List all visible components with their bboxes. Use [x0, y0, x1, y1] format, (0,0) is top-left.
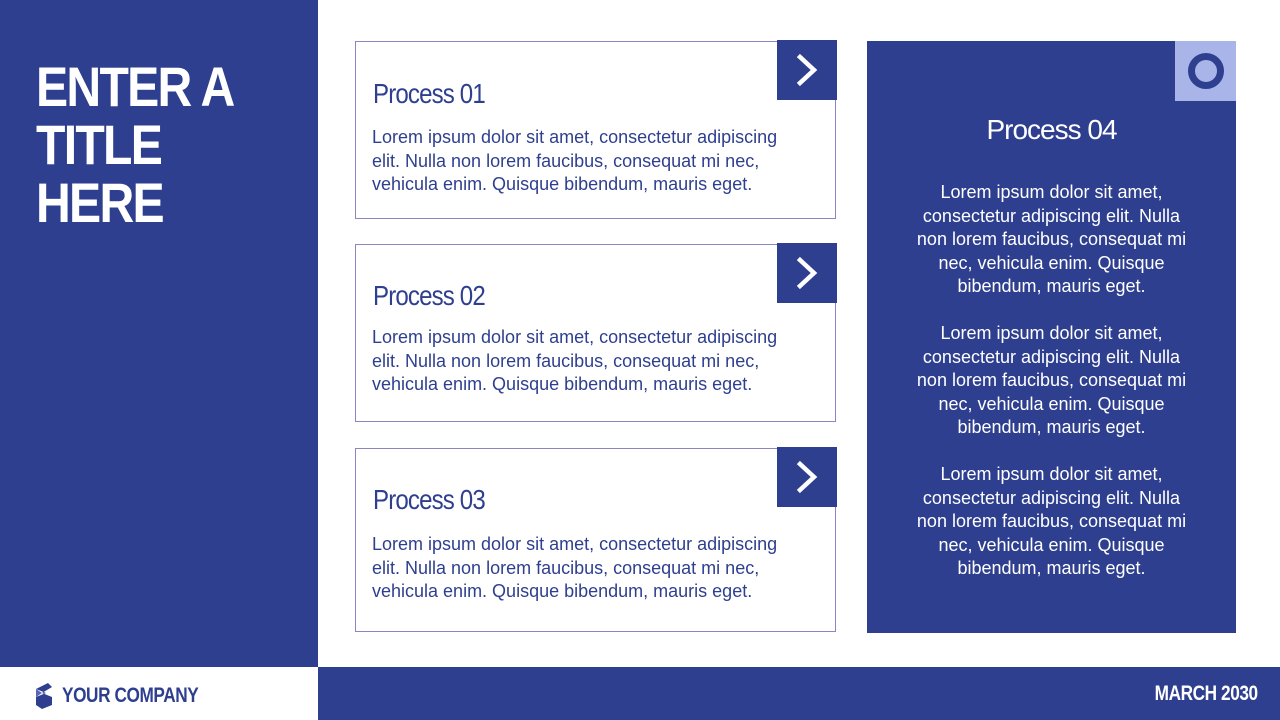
chevron-right-icon	[777, 243, 837, 303]
date-label: MARCH 2030	[1154, 682, 1258, 705]
process-title: Process 02	[373, 280, 485, 311]
chevron-right-icon	[777, 40, 837, 100]
process4-paragraph-3: Lorem ipsum dolor sit amet, consectetur adipiscing elit. Nulla non lorem faucibus, consequat mi nec, vehicula enim. Quisque bibendum, mauris eget.	[916, 464, 1187, 578]
process-card-02	[355, 244, 836, 422]
process-title: Process 04	[986, 114, 1117, 145]
process-card-03	[355, 448, 836, 632]
left-title-panel	[0, 0, 318, 667]
slide-title: ENTER A TITLE HERE	[36, 55, 234, 234]
process-card-01	[355, 41, 836, 219]
process-title: Process 03	[373, 484, 485, 515]
footer-bar	[318, 667, 1280, 720]
process4-paragraph-2: Lorem ipsum dolor sit amet, consectetur adipiscing elit. Nulla non lorem faucibus, consequat mi nec, vehicula enim. Quisque bibendum, mauris eget.	[916, 323, 1187, 437]
process-description: Lorem ipsum dolor sit amet, consectetur adipiscing elit. Nulla non lorem faucibus, consequat mi nec, vehicula enim. Quisque bibendum, mauris eget.	[372, 127, 778, 194]
company-name: YOUR COMPANY	[62, 684, 199, 707]
process-title: Process 01	[373, 78, 485, 109]
process-card-04	[867, 41, 1236, 633]
ring-icon	[1175, 41, 1236, 101]
process4-paragraph-1: Lorem ipsum dolor sit amet, consectetur adipiscing elit. Nulla non lorem faucibus, consequat mi nec, vehicula enim. Quisque bibendum, mauris eget.	[916, 182, 1187, 296]
chevron-right-icon	[777, 447, 837, 507]
company-logo-icon	[34, 683, 54, 709]
process-description: Lorem ipsum dolor sit amet, consectetur adipiscing elit. Nulla non lorem faucibus, consequat mi nec, vehicula enim. Quisque bibendum, mauris eget.	[372, 327, 778, 394]
process-description: Lorem ipsum dolor sit amet, consectetur adipiscing elit. Nulla non lorem faucibus, consequat mi nec, vehicula enim. Quisque bibendum, mauris eget.	[372, 534, 778, 601]
